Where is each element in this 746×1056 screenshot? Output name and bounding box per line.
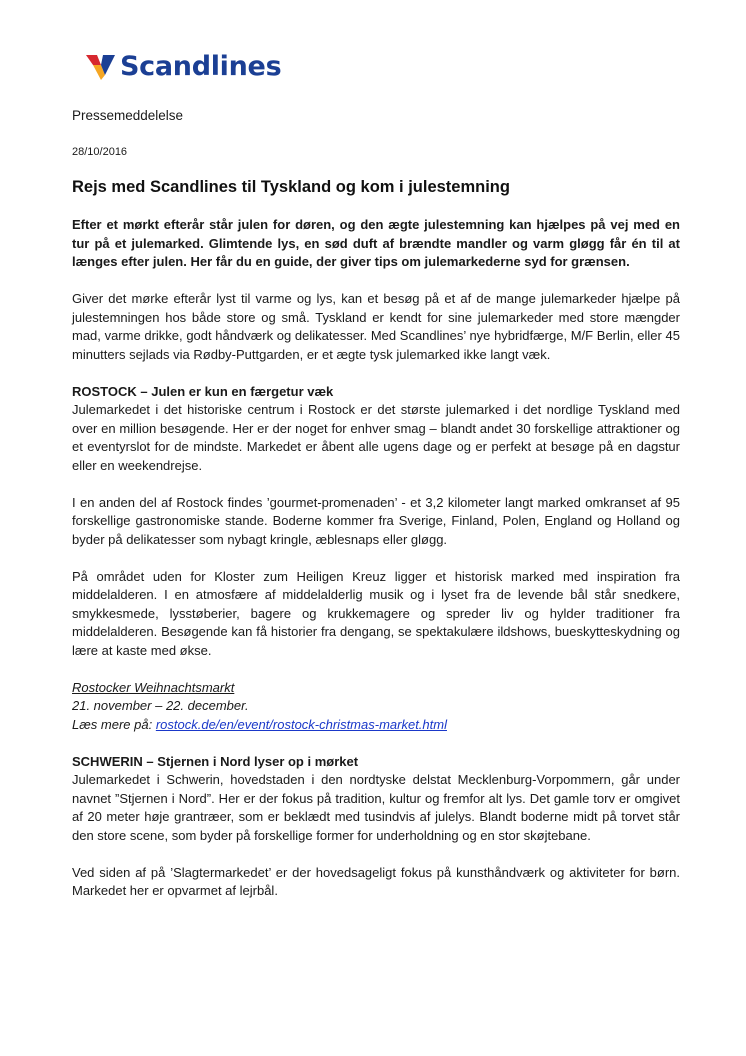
document-kind: Pressemeddelelse — [72, 108, 184, 123]
rostock-heading: ROSTOCK – Julen er kun en færgetur væk — [72, 383, 334, 399]
press-release — [72, 107, 680, 901]
rostock-paragraph-1: Julemarkedet i det historiske centrum i Rostock er det største julemarked i det nordlige Tyskland med over en million besøgende. Her er der noget for enhver smag – blandt andet 30 forskellige attraktioner og et eventyrslot for de mindste. Markedet er åbent alle ugens dage og er perfekt at besøge på en dagstur eller en weekendrejse. — [72, 402, 680, 473]
page-title: Rejs med Scandlines til Tyskland og kom i julestemning — [72, 178, 510, 196]
lead-paragraph: Efter et mørkt efterår står julen for døren, og den ægte julestemning kan hjælpes på vej med en tur på et julemarked. Glimtende lys, en sød duft af brændte mandler og varm gløgg får én til at længes efter julen. Her får du en guide, der giver tips om julemarkederne syd for grænsen. — [72, 217, 680, 269]
rostock-link[interactable]: rostock.de/en/event/rostock-christmas-market.html — [155, 716, 447, 732]
read-more-label: Læs mere på: — [72, 716, 156, 732]
scandlines-v-logo-icon — [86, 53, 116, 81]
rostock-paragraph-3: På området uden for Kloster zum Heiligen Kreuz ligger et historisk marked med inspiration fra middelalderen. I en atmosfære af middelalderlig musik og i lyset fra de levende bål står snedkere, smykkesmede, lysstøberier, bagere og krukkemagere og spreder liv og hylder traditioner fra middelalderen. Besøgende kan få historier fra dengang, se spektakulære ildshows, bueskytteskydning og lære at kaste med økse. — [72, 568, 680, 658]
release-date: 28/10/2016 — [72, 146, 128, 158]
intro-paragraph: Giver det mørke efterår lyst til varme og lys, kan et besøg på et af de mange julemarkeder hjælpe på julestemningen hos både store og små. Tyskland er kendt for sine julemarkeder med store mængder mad, varme drikke, godt håndværk og delikatesser. Med Scandlines’ nye hybridfærge, M/F Berlin, eller 45 minutters sejlads via Rødby-Puttgarden, er et ægte tysk julemarked ikke langt væk. — [72, 291, 680, 362]
schwerin-heading: SCHWERIN – Stjernen i Nord lyser op i mørket — [72, 753, 359, 769]
schwerin-paragraph-1: Julemarkedet i Schwerin, hovedstaden i den nordtyske delstat Mecklenburg-Vorpommern, går under navnet ”Stjernen i Nord”. Her er der fokus på tradition, kultur og fremfor alt lys. Det gamle torv er omgivet af 20 meter høje grantræer, som er beklædt med tusindvis af julelys. Blandt boderne midt på torvet står den store scene, som byder på forskellige former for underholdning og en stor skøjtebane. — [72, 772, 680, 843]
rostock-market-dates: 21. november – 22. december. — [72, 698, 249, 713]
brand-logo — [86, 50, 281, 84]
rostock-paragraph-2: I en anden del af Rostock findes ’gourmet-promenaden’ - et 3,2 kilometer langt marked omkranset af 95 forskellige gastronomiske stande. Boderne kommer fra Sverige, Finland, Polen, England og Holland og byder på delikatesser som nybagt kringle, æblesnaps eller gløgg. — [72, 494, 680, 547]
rostock-read-more — [72, 716, 680, 735]
brand-name: Scandlines — [120, 51, 282, 82]
rostock-market-name: Rostocker Weihnachtsmarkt — [72, 679, 235, 695]
schwerin-paragraph-2: Ved siden af på ’Slagtermarkedet’ er der hovedsageligt fokus på kunsthåndværk og aktiviteter for børn. Markedet her er opvarmet af lejrbål. — [72, 864, 680, 898]
